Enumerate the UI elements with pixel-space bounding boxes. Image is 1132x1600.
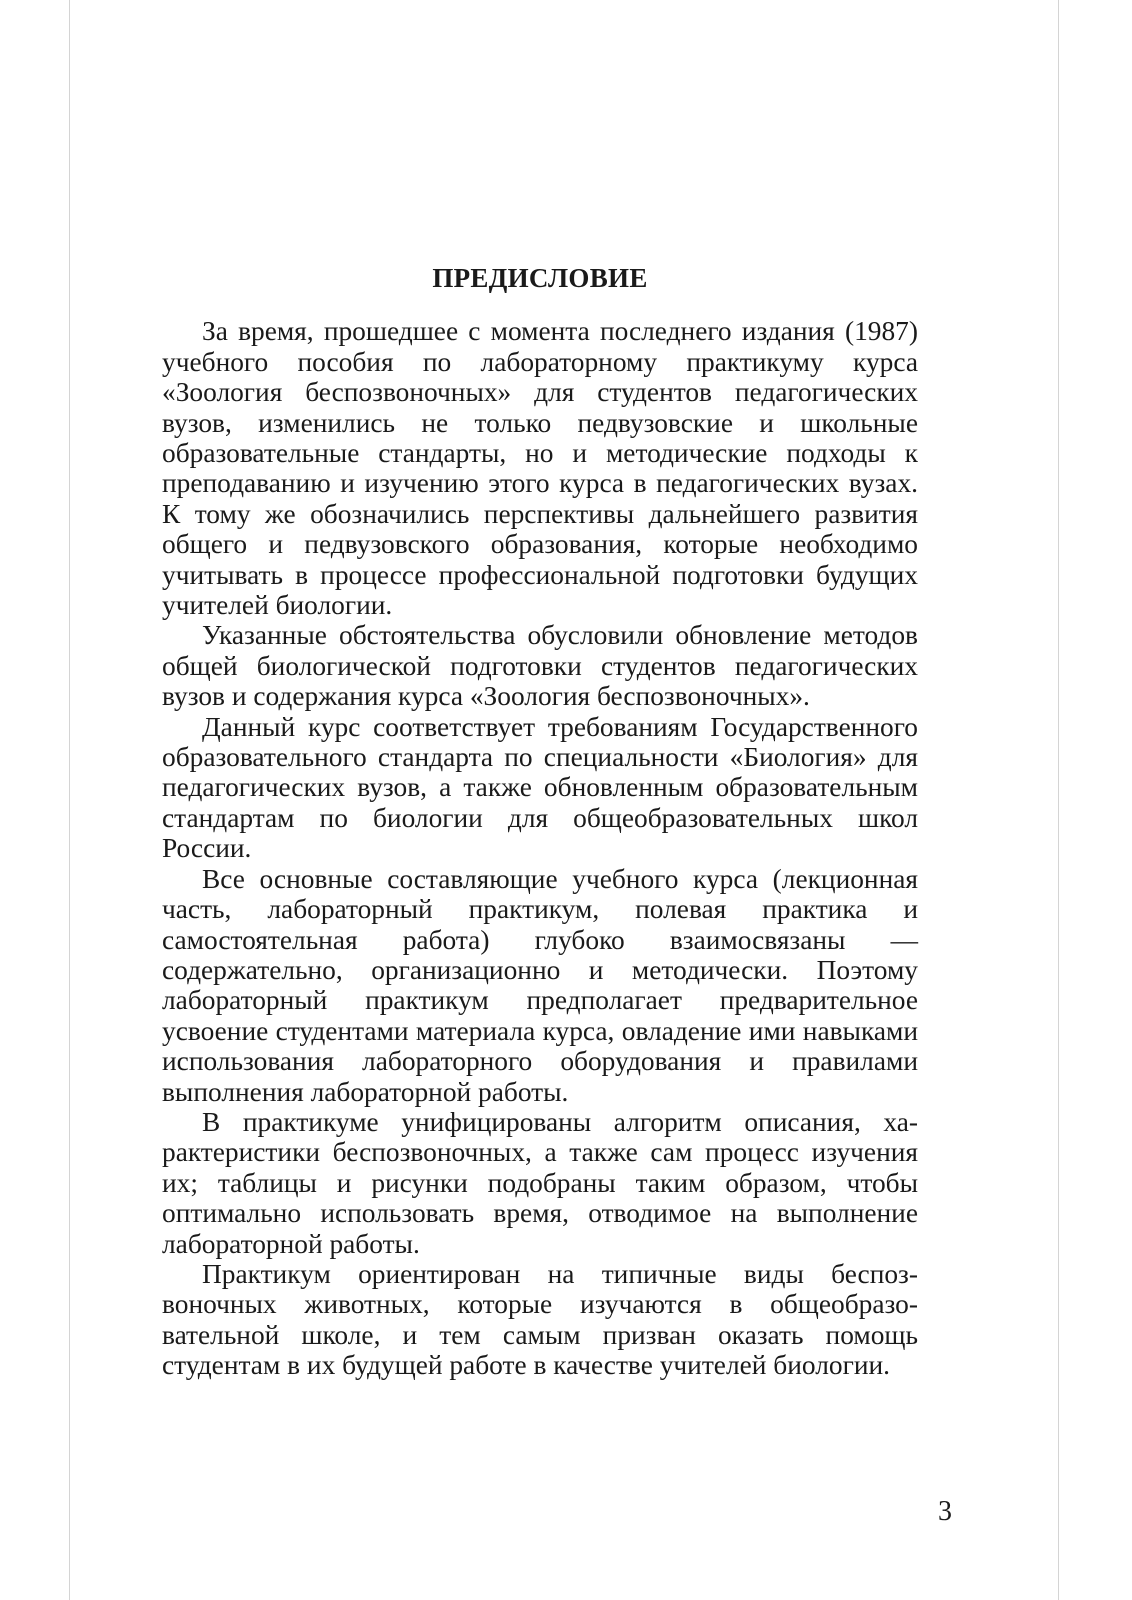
paragraph-6: Практикум ориентирован на типичные виды беспозвоночных животных, которые изучаются в общеобразовательной школе, и тем самым призван оказать помощь студентам в их будущей работе в качестве учителей биологии.: [162, 1258, 918, 1381]
page-title: ПРЕДИСЛОВИЕ: [432, 263, 648, 293]
page-border-left: [69, 0, 70, 1600]
paragraph-4: Все основные составляющие учебного курса (лекционная часть, лабораторный практикум, полевая практика и самостоятельная работа) глубоко взаимосвязаны — содержательно, организационно и методически. Поэтому лабораторный практикум предполагает предварительное усвоение студентами материала курса, овладение ими навыками использования лабораторного оборудования и правилами выполнения лабораторной работы.: [162, 863, 918, 1107]
document-body: [162, 262, 918, 1381]
paragraph-1: За время, прошедшее с момента последнего издания (1987) учебного пособия по лабораторному практикуму курса «Зоология беспозвоночных» для студентов педагогических вузов, изменились не только педвузовские и школьные образовательные стандарты, но и методические подходы к преподаванию и изучению этого курса в педагогических вузах. К тому же обозначились перспективы дальнейшего развития общего и педвузовского образования, которые необходимо учитывать в процессе профессиональной подготовки будущих учителей биологии.: [162, 316, 918, 621]
page-number: 3: [938, 1496, 952, 1527]
paragraph-5: В практикуме унифицированы алгоритм описания, характеристики беспозвоночных, а также сам процесс изучения их; таблицы и рисунки подобраны таким образом, чтобы оптимально использовать время, отводимое на выполнение лабораторной работы.: [162, 1106, 918, 1259]
page-border-right: [1058, 0, 1059, 1600]
paragraph-3: Данный курс соответствует требованиям Государственного образовательного стандарта по специальности «Биология» для педагогических вузов, а также обновленным образовательным стандартам по биологии для общеобразовательных школ России.: [162, 711, 918, 864]
paragraph-2: Указанные обстоятельства обусловили обновление методов общей биологической подготовки студентов педагогических вузов и содержания курса «Зоология беспозвоночных».: [162, 620, 918, 712]
